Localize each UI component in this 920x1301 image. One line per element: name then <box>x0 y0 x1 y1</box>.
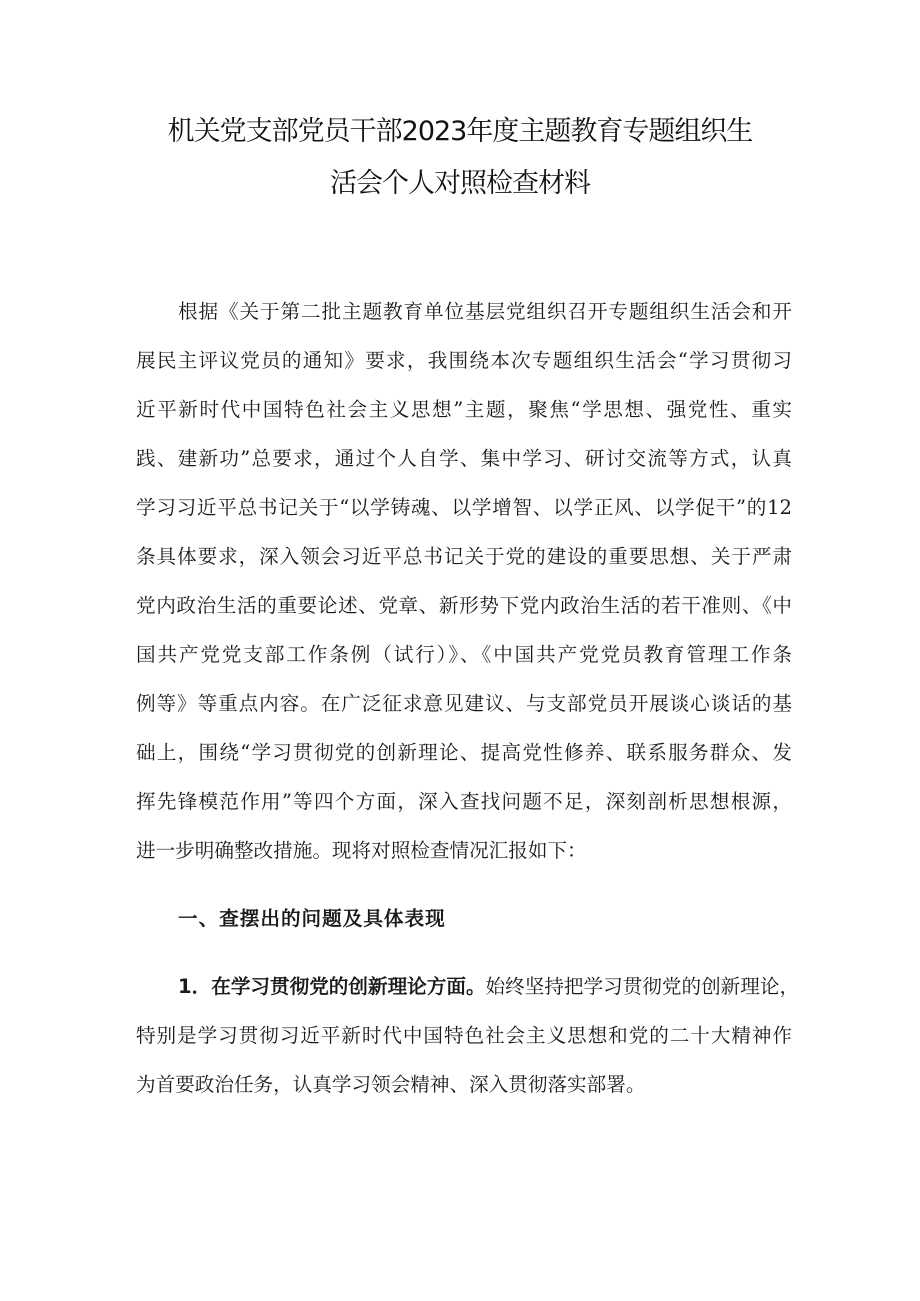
point-1-text: 始终坚持把学习贯彻党的创新理论， <box>485 975 800 998</box>
point-1-lead: 1．在学习贯彻党的创新理论方面。 <box>178 975 486 998</box>
intro-line: 展民主评议党员的通知》要求，我围绕本次专题组织生活会“学习贯彻习 <box>136 349 792 372</box>
section-heading: 一、查摆出的问题及具体表现 <box>178 907 446 930</box>
point-1-line: 特别是学习贯彻习近平新时代中国特色社会主义思想和党的二十大精神作 <box>136 1024 792 1047</box>
point-1-first-line <box>178 975 800 998</box>
intro-line: 挥先锋模范作用”等四个方面，深入查找问题不足，深刻剖析思想根源， <box>136 790 792 813</box>
intro-line: 根据《关于第二批主题教育单位基层党组织召开专题组织生活会和开 <box>178 300 792 323</box>
intro-line: 近平新时代中国特色社会主义思想”主题，聚焦“学思想、强党性、重实 <box>136 398 792 421</box>
intro-line: 国共产党党支部工作条例（试行）》、《中国共产党党员教育管理工作条 <box>136 643 792 666</box>
intro-line: 条具体要求，深入领会习近平总书记关于党的建设的重要思想、关于严肃 <box>136 545 792 568</box>
document-title-line-1: 机关党支部党员干部2023年度主题教育专题组织生 <box>167 116 753 147</box>
intro-line: 例等》等重点内容。在广泛征求意见建议、与支部党员开展谈心谈话的基 <box>136 692 792 715</box>
intro-line: 学习习近平总书记关于“以学铸魂、以学增智、以学正风、以学促干”的12 <box>136 496 792 519</box>
intro-line: 进一步明确整改措施。现将对照检查情况汇报如下： <box>136 839 587 862</box>
intro-line: 党内政治生活的重要论述、党章、新形势下党内政治生活的若干准则、《中 <box>136 594 792 617</box>
document-title-line-2: 活会个人对照检查材料 <box>330 168 590 199</box>
point-1-line: 为首要政治任务，认真学习领会精神、深入贯彻落实部署。 <box>136 1073 646 1096</box>
intro-line: 础上，围绕“学习贯彻党的创新理论、提高党性修养、联系服务群众、发 <box>136 741 792 764</box>
intro-line: 践、建新功”总要求，通过个人自学、集中学习、研讨交流等方式，认真 <box>136 447 792 470</box>
